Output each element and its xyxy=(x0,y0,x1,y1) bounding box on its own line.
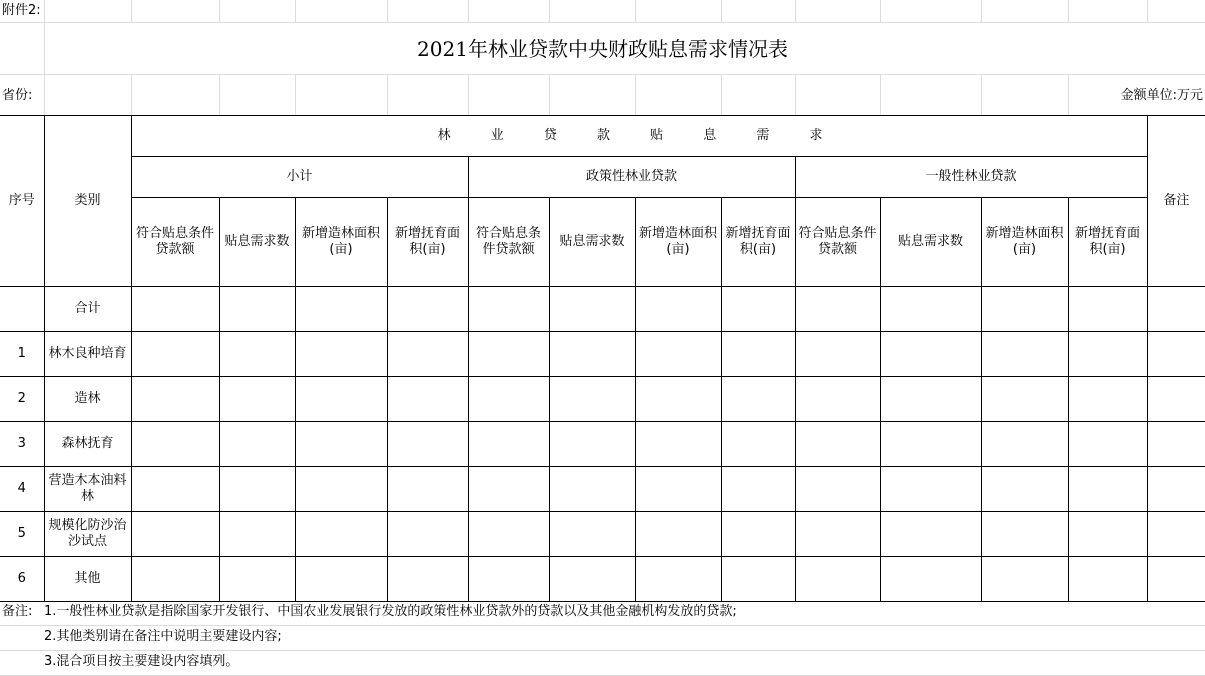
header-category: 类别 xyxy=(44,116,131,287)
attachment-label: 附件2: xyxy=(2,3,41,18)
remark-cell[interactable] xyxy=(1147,287,1205,332)
data-cell[interactable] xyxy=(795,422,880,467)
data-cell[interactable] xyxy=(721,467,795,512)
data-cell[interactable] xyxy=(387,287,468,332)
data-cell[interactable] xyxy=(131,467,219,512)
table-row xyxy=(0,557,1205,602)
notes-label: 备注: xyxy=(2,604,33,619)
data-cell[interactable] xyxy=(468,512,549,557)
data-cell[interactable] xyxy=(880,287,981,332)
data-cell[interactable] xyxy=(981,467,1068,512)
data-cell[interactable] xyxy=(295,377,387,422)
data-cell[interactable] xyxy=(880,332,981,377)
data-cell[interactable] xyxy=(468,287,549,332)
data-cell[interactable] xyxy=(1068,287,1147,332)
data-cell[interactable] xyxy=(635,377,721,422)
row-seq[interactable]: 1 xyxy=(0,332,44,377)
amount-unit-label: 金额单位:万元 xyxy=(1120,88,1203,103)
data-cell[interactable] xyxy=(219,332,295,377)
data-cell[interactable] xyxy=(721,377,795,422)
data-cell[interactable] xyxy=(981,557,1068,602)
data-cell[interactable] xyxy=(880,377,981,422)
data-cell[interactable] xyxy=(1068,557,1147,602)
table-row xyxy=(0,287,1205,332)
row-category[interactable]: 合计 xyxy=(44,287,131,332)
data-cell[interactable] xyxy=(387,422,468,467)
data-cell[interactable] xyxy=(219,557,295,602)
header-policy-loan: 政策性林业贷款 xyxy=(468,157,795,198)
data-cell[interactable] xyxy=(549,377,635,422)
notes-section xyxy=(0,601,1205,676)
remark-cell[interactable] xyxy=(1147,557,1205,602)
data-cell[interactable] xyxy=(795,377,880,422)
data-cell[interactable] xyxy=(981,332,1068,377)
header-loan-subsidy-demand: 林 业 贷 款 贴 息 需 求 xyxy=(131,116,1147,157)
data-cell[interactable] xyxy=(880,467,981,512)
data-cell[interactable] xyxy=(468,332,549,377)
header-new-tending-area: 新增抚育面积(亩) xyxy=(721,198,795,287)
data-cell[interactable] xyxy=(635,422,721,467)
loan-subsidy-table xyxy=(0,115,1205,602)
data-cell[interactable] xyxy=(635,287,721,332)
row-seq[interactable]: 3 xyxy=(0,422,44,467)
data-cell[interactable] xyxy=(549,557,635,602)
data-cell[interactable] xyxy=(219,377,295,422)
data-cell[interactable] xyxy=(219,512,295,557)
data-cell[interactable] xyxy=(468,557,549,602)
data-cell[interactable] xyxy=(131,557,219,602)
data-cell[interactable] xyxy=(387,377,468,422)
data-cell[interactable] xyxy=(131,332,219,377)
data-cell[interactable] xyxy=(721,512,795,557)
remark-cell[interactable] xyxy=(1147,332,1205,377)
data-cell[interactable] xyxy=(1068,512,1147,557)
row-category[interactable]: 规模化防沙治沙试点 xyxy=(44,512,131,557)
header-new-afforestation-area: 新增造林面积(亩) xyxy=(635,198,721,287)
data-cell[interactable] xyxy=(981,287,1068,332)
data-cell[interactable] xyxy=(468,467,549,512)
data-cell[interactable] xyxy=(387,332,468,377)
header-eligible-loan-amount: 符合贴息条件贷款额 xyxy=(131,198,219,287)
data-cell[interactable] xyxy=(468,422,549,467)
table-row xyxy=(0,512,1205,557)
data-cell[interactable] xyxy=(981,512,1068,557)
data-cell[interactable] xyxy=(880,512,981,557)
data-cell[interactable] xyxy=(295,422,387,467)
row-category[interactable]: 营造木本油料林 xyxy=(44,467,131,512)
header-eligible-loan-amount: 符合贴息条件贷款额 xyxy=(795,198,880,287)
data-cell[interactable] xyxy=(795,467,880,512)
data-cell[interactable] xyxy=(387,512,468,557)
note-item: 3.混合项目按主要建设内容填列。 xyxy=(44,654,239,669)
data-cell[interactable] xyxy=(549,332,635,377)
data-cell[interactable] xyxy=(549,512,635,557)
header-new-tending-area: 新增抚育面积(亩) xyxy=(387,198,468,287)
data-cell[interactable] xyxy=(1068,422,1147,467)
data-cell[interactable] xyxy=(549,422,635,467)
data-cell[interactable] xyxy=(295,332,387,377)
header-subtotal: 小计 xyxy=(131,157,468,198)
note-item: 2.其他类别请在备注中说明主要建设内容; xyxy=(44,629,282,644)
data-cell[interactable] xyxy=(721,557,795,602)
remark-cell[interactable] xyxy=(1147,422,1205,467)
table-row xyxy=(0,377,1205,422)
header-seq: 序号 xyxy=(0,116,44,287)
header-eligible-loan-amount: 符合贴息条件贷款额 xyxy=(468,198,549,287)
header-subsidy-demand: 贴息需求数 xyxy=(219,198,295,287)
table-row xyxy=(0,332,1205,377)
data-cell[interactable] xyxy=(981,422,1068,467)
data-cell[interactable] xyxy=(219,287,295,332)
data-cell[interactable] xyxy=(635,512,721,557)
row-category[interactable]: 造林 xyxy=(44,377,131,422)
data-cell[interactable] xyxy=(295,287,387,332)
header-remark: 备注 xyxy=(1147,116,1205,287)
row-seq[interactable]: 5 xyxy=(0,512,44,557)
remark-cell[interactable] xyxy=(1147,512,1205,557)
data-cell[interactable] xyxy=(131,422,219,467)
data-cell[interactable] xyxy=(468,377,549,422)
header-new-tending-area: 新增抚育面积(亩) xyxy=(1068,198,1147,287)
note-item: 1.一般性林业贷款是指除国家开发银行、中国农业发展银行发放的政策性林业贷款外的贷款以及其他金融机构发放的贷款; xyxy=(44,604,737,619)
data-cell[interactable] xyxy=(1068,467,1147,512)
data-cell[interactable] xyxy=(795,287,880,332)
data-cell[interactable] xyxy=(131,377,219,422)
data-cell[interactable] xyxy=(549,287,635,332)
header-new-afforestation-area: 新增造林面积(亩) xyxy=(981,198,1068,287)
data-cell[interactable] xyxy=(549,467,635,512)
remark-cell[interactable] xyxy=(1147,467,1205,512)
row-seq[interactable]: 4 xyxy=(0,467,44,512)
row-category[interactable]: 森林抚育 xyxy=(44,422,131,467)
data-cell[interactable] xyxy=(295,512,387,557)
data-cell[interactable] xyxy=(1068,332,1147,377)
data-cell[interactable] xyxy=(387,467,468,512)
table-row xyxy=(0,467,1205,512)
data-cell[interactable] xyxy=(131,287,219,332)
data-cell[interactable] xyxy=(721,287,795,332)
data-cell[interactable] xyxy=(635,467,721,512)
data-cell[interactable] xyxy=(295,467,387,512)
page-title: 2021年林业贷款中央财政贴息需求情况表 xyxy=(417,37,788,61)
data-cell[interactable] xyxy=(880,557,981,602)
row-seq[interactable]: 6 xyxy=(0,557,44,602)
data-cell[interactable] xyxy=(795,512,880,557)
header-new-afforestation-area: 新增造林面积(亩) xyxy=(295,198,387,287)
data-cell[interactable] xyxy=(219,422,295,467)
data-cell[interactable] xyxy=(295,557,387,602)
data-cell[interactable] xyxy=(635,557,721,602)
row-category[interactable]: 其他 xyxy=(44,557,131,602)
remark-cell[interactable] xyxy=(1147,377,1205,422)
header-general-loan: 一般性林业贷款 xyxy=(795,157,1147,198)
header-subsidy-demand: 贴息需求数 xyxy=(880,198,981,287)
data-cell[interactable] xyxy=(1068,377,1147,422)
data-cell[interactable] xyxy=(131,512,219,557)
row-seq[interactable]: 2 xyxy=(0,377,44,422)
row-seq[interactable] xyxy=(0,287,44,332)
province-label[interactable]: 省份: xyxy=(2,88,33,103)
data-cell[interactable] xyxy=(795,557,880,602)
data-cell[interactable] xyxy=(795,332,880,377)
data-cell[interactable] xyxy=(219,467,295,512)
data-cell[interactable] xyxy=(635,332,721,377)
data-cell[interactable] xyxy=(721,422,795,467)
table-row xyxy=(0,422,1205,467)
data-cell[interactable] xyxy=(721,332,795,377)
row-category[interactable]: 林木良种培育 xyxy=(44,332,131,377)
header-subsidy-demand: 贴息需求数 xyxy=(549,198,635,287)
data-cell[interactable] xyxy=(981,377,1068,422)
data-cell[interactable] xyxy=(880,422,981,467)
data-cell[interactable] xyxy=(387,557,468,602)
